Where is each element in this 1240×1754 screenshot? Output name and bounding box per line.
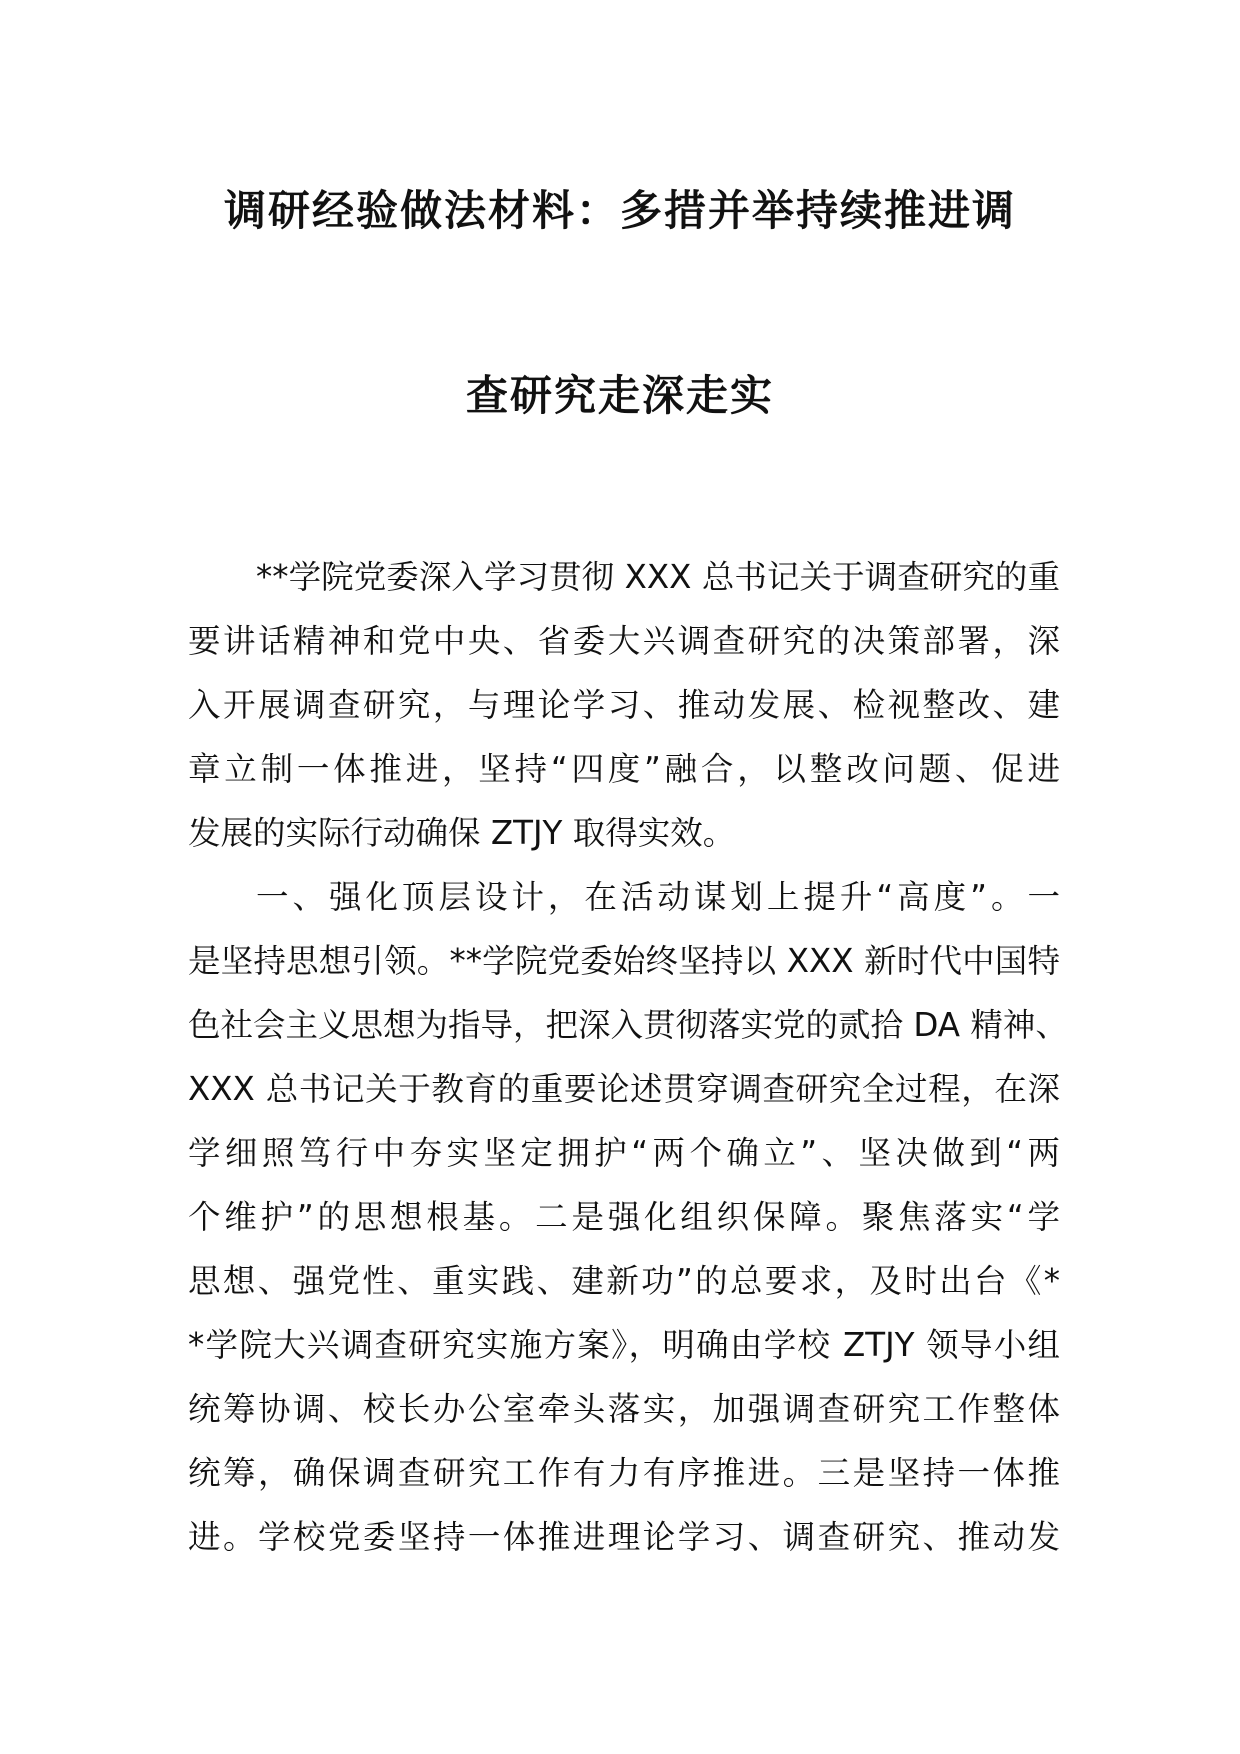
body-line: XXX 总书记关于教育的重要论述贯穿调查研究全过程，在深	[188, 1070, 1060, 1108]
body-line: 是坚持思想引领。**学院党委始终坚持以 XXX 新时代中国特	[188, 942, 1060, 980]
body-line: **学院党委深入学习贯彻 XXX 总书记关于调查研究的重	[256, 558, 1060, 596]
body-line: 统筹，确保调查研究工作有力有序推进。三是坚持一体推	[188, 1454, 1060, 1492]
document-body	[188, 545, 1068, 1569]
body-line: 色社会主义思想为指导，把深入贯彻落实党的贰拾 DA 精神、	[188, 1006, 1068, 1044]
body-line: 思想、强党性、重实践、建新功”的总要求，及时出台《*	[188, 1262, 1060, 1300]
body-line: 学细照笃行中夯实坚定拥护“两个确立”、坚决做到“两	[188, 1134, 1060, 1172]
body-line: 一、强化顶层设计，在活动谋划上提升“高度”。一	[256, 878, 1060, 916]
body-line: *学院大兴调查研究实施方案》，明确由学校 ZTJY 领导小组	[188, 1326, 1060, 1364]
body-line: 要讲话精神和党中央、省委大兴调查研究的决策部署，深	[188, 622, 1060, 660]
body-line: 统筹协调、校长办公室牵头落实，加强调查研究工作整体	[188, 1390, 1060, 1428]
body-line: 章立制一体推进，坚持“四度”融合，以整改问题、促进	[188, 750, 1060, 788]
body-line: 入开展调查研究，与理论学习、推动发展、检视整改、建	[188, 686, 1060, 724]
body-line: 发展的实际行动确保 ZTJY 取得实效。	[188, 814, 736, 852]
document-title-line-2: 查研究走深走实	[465, 371, 774, 420]
body-line: 进。学校党委坚持一体推进理论学习、调查研究、推动发	[188, 1518, 1060, 1556]
document-title-line-1: 调研经验做法材料：多措并举持续推进调	[223, 186, 1016, 235]
body-line: 个维护”的思想根基。二是强化组织保障。聚焦落实“学	[188, 1198, 1060, 1236]
